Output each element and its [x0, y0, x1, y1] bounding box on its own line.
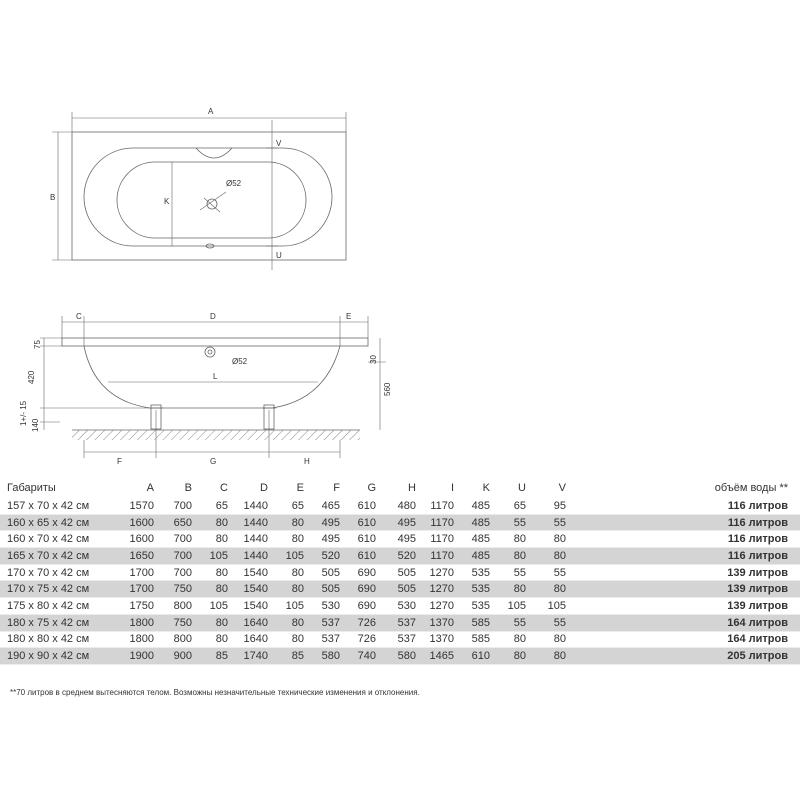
table-cell: 650: [154, 514, 192, 531]
table-cell: 1170: [430, 533, 454, 546]
column-header: E: [296, 482, 304, 494]
dim-label-e: E: [346, 312, 352, 321]
table-cell: 80: [215, 633, 228, 646]
footnote: **70 литров в среднем вытесняются телом. Возможны незначительные технические изменения и отклонения.: [10, 688, 420, 697]
table-cell: 690: [357, 599, 376, 612]
column-header: I: [450, 482, 454, 494]
table-cell: 465: [321, 499, 340, 512]
table-cell: 535: [471, 566, 490, 579]
table-cell: 105: [268, 548, 304, 565]
table-row: [0, 614, 800, 631]
table-cell: 139 литров: [566, 581, 800, 598]
table-cell: 700: [173, 533, 192, 546]
table-cell: 170 x 75 x 42 см: [0, 581, 116, 598]
table-cell: 1370: [429, 633, 454, 646]
table-cell: 116 литров: [727, 533, 788, 546]
table-cell: 1600: [129, 533, 154, 546]
table-cell: 160 x 70 x 42 см: [7, 533, 90, 546]
table-cell: 485: [471, 533, 490, 546]
side-basin-profile: [84, 346, 340, 408]
table-row: [0, 648, 800, 665]
dim-label-30: 30: [369, 355, 378, 364]
table-row: [0, 531, 800, 548]
table-cell: 537: [321, 633, 340, 646]
table-cell: 55: [490, 614, 526, 631]
table-cell: 80: [192, 614, 228, 631]
dim-label-drain: Ø52: [226, 179, 242, 188]
table-cell: 537: [304, 614, 340, 631]
table-cell: 1170: [416, 548, 454, 565]
table-cell: 1440: [243, 499, 268, 512]
dimensions-table-container: [0, 478, 800, 665]
floor-hatch: [72, 430, 360, 440]
table-cell: 530: [397, 599, 416, 612]
table-cell: 80: [513, 633, 526, 646]
table-cell: 85: [268, 648, 304, 665]
table-cell: 80: [291, 633, 304, 646]
table-cell: 105: [285, 599, 304, 612]
tub-inner-bottom: [117, 162, 306, 238]
table-cell: 80: [490, 581, 526, 598]
table-cell: 690: [340, 581, 376, 598]
dim-label-v: V: [276, 139, 282, 148]
table-cell: 80: [268, 614, 304, 631]
table-cell: 1170: [416, 514, 454, 531]
dim-label-l: L: [213, 372, 218, 381]
table-cell: 520: [304, 548, 340, 565]
table-row: [0, 498, 800, 514]
table-cell: 495: [304, 514, 340, 531]
table-cell: 65: [513, 499, 526, 512]
table-cell: 164 литров: [727, 633, 788, 646]
table-cell: 585: [454, 614, 490, 631]
table-cell: 80: [291, 533, 304, 546]
table-cell: 610: [454, 648, 490, 665]
table-cell: 485: [454, 548, 490, 565]
table-cell: 485: [471, 499, 490, 512]
table-cell: 726: [340, 614, 376, 631]
column-header: C: [220, 482, 228, 494]
table-cell: 105: [209, 599, 228, 612]
table-cell: 537: [376, 614, 416, 631]
table-cell: 80: [513, 533, 526, 546]
table-cell: 80: [268, 581, 304, 598]
table-cell: 1600: [116, 514, 154, 531]
table-cell: 116 литров: [566, 514, 800, 531]
dim-label-b: B: [50, 193, 56, 202]
dim-label-d: D: [210, 312, 216, 321]
dim-label-k: K: [164, 197, 170, 206]
column-header: F: [333, 482, 340, 494]
table-row: [0, 514, 800, 531]
table-cell: 1540: [243, 566, 268, 579]
table-row: [0, 548, 800, 565]
table-row: [0, 564, 800, 581]
table-cell: 80: [215, 533, 228, 546]
table-cell: 55: [553, 566, 566, 579]
table-cell: 495: [321, 533, 340, 546]
table-cell: 495: [376, 514, 416, 531]
table-cell: 80: [490, 548, 526, 565]
dim-label-u: U: [276, 251, 282, 260]
table-cell: 1570: [129, 499, 154, 512]
dim-label-140: 140: [31, 418, 40, 432]
table-cell: 105: [192, 548, 228, 565]
table-cell: 1170: [430, 499, 454, 512]
table-cell: 55: [490, 514, 526, 531]
column-header: D: [260, 482, 268, 494]
table-cell: 55: [526, 614, 566, 631]
overflow-outline: [196, 148, 232, 158]
table-cell: 1650: [116, 548, 154, 565]
table-cell: 190 x 90 x 42 см: [0, 648, 116, 665]
table-cell: 80: [553, 533, 566, 546]
column-header: U: [518, 482, 526, 494]
table-cell: 580: [304, 648, 340, 665]
table-cell: 1370: [416, 614, 454, 631]
table-cell: 610: [340, 548, 376, 565]
table-cell: 80: [291, 566, 304, 579]
table-cell: 1700: [116, 581, 154, 598]
table-cell: 1540: [228, 581, 268, 598]
table-cell: 175 x 80 x 42 см: [7, 599, 90, 612]
table-header-row: [0, 478, 800, 498]
dim-label-tolerance: 1+/- 15: [19, 400, 28, 426]
table-cell: 485: [454, 514, 490, 531]
column-header: H: [408, 482, 416, 494]
table-cell: 1800: [116, 614, 154, 631]
dimensions-table: [0, 478, 800, 665]
dim-label-75: 75: [33, 340, 42, 349]
table-cell: 610: [357, 533, 376, 546]
table-cell: 165 x 70 x 42 см: [0, 548, 116, 565]
table-cell: 80: [526, 581, 566, 598]
table-cell: 157 x 70 x 42 см: [7, 499, 90, 512]
table-cell: 65: [291, 499, 304, 512]
table-cell: 139 литров: [727, 599, 788, 612]
table-cell: 55: [513, 566, 526, 579]
table-cell: 740: [340, 648, 376, 665]
table-cell: 700: [173, 566, 192, 579]
dim-label-a: A: [208, 107, 214, 116]
table-cell: 116 литров: [727, 499, 788, 512]
table-cell: 495: [397, 533, 416, 546]
table-cell: 505: [397, 566, 416, 579]
table-cell: 80: [553, 633, 566, 646]
table-cell: 1800: [129, 633, 154, 646]
table-cell: 170 x 70 x 42 см: [7, 566, 90, 579]
table-cell: 105: [547, 599, 566, 612]
table-cell: 530: [321, 599, 340, 612]
table-cell: 95: [553, 499, 566, 512]
side-overflow: [205, 347, 215, 357]
column-header: V: [558, 482, 566, 494]
table-cell: 55: [526, 514, 566, 531]
tub-inner-basin: [84, 148, 332, 246]
column-header: объём воды **: [714, 482, 788, 494]
table-cell: 1700: [129, 566, 154, 579]
table-row: [0, 631, 800, 648]
dim-label-side-drain: Ø52: [232, 357, 248, 366]
table-cell: 1440: [243, 533, 268, 546]
table-cell: 80: [215, 566, 228, 579]
table-cell: 80: [490, 648, 526, 665]
table-cell: 1640: [228, 614, 268, 631]
table-cell: 85: [192, 648, 228, 665]
table-cell: 505: [376, 581, 416, 598]
side-rim: [62, 338, 368, 346]
table-cell: 1270: [429, 566, 454, 579]
table-cell: 585: [471, 633, 490, 646]
table-cell: 537: [397, 633, 416, 646]
column-header: K: [482, 482, 490, 494]
dim-label-h: H: [304, 457, 310, 466]
table-cell: 1640: [243, 633, 268, 646]
table-cell: 610: [340, 514, 376, 531]
table-row: [0, 581, 800, 598]
table-cell: 164 литров: [566, 614, 800, 631]
table-cell: 1540: [243, 599, 268, 612]
dim-label-420: 420: [27, 370, 36, 384]
table-cell: 80: [526, 648, 566, 665]
table-cell: 726: [357, 633, 376, 646]
table-cell: 160 x 65 x 42 см: [0, 514, 116, 531]
table-cell: 180 x 75 x 42 см: [0, 614, 116, 631]
table-cell: 205 литров: [566, 648, 800, 665]
dim-label-g: G: [210, 457, 217, 466]
table-cell: 1270: [416, 581, 454, 598]
column-header: G: [367, 482, 376, 494]
table-cell: 700: [154, 548, 192, 565]
table-cell: 1900: [116, 648, 154, 665]
table-cell: 105: [507, 599, 526, 612]
table-cell: 800: [173, 599, 192, 612]
table-cell: 505: [304, 581, 340, 598]
table-cell: 80: [268, 514, 304, 531]
table-cell: 750: [154, 614, 192, 631]
table-cell: 800: [173, 633, 192, 646]
table-cell: 480: [397, 499, 416, 512]
dim-label-c: C: [76, 312, 82, 321]
table-cell: 116 литров: [566, 548, 800, 565]
table-cell: 700: [173, 499, 192, 512]
table-cell: 1465: [416, 648, 454, 665]
table-row: [0, 598, 800, 615]
table-cell: 180 x 80 x 42 см: [7, 633, 90, 646]
column-header: A: [146, 482, 154, 494]
table-cell: 1440: [228, 548, 268, 565]
table-cell: 1740: [228, 648, 268, 665]
table-cell: 690: [357, 566, 376, 579]
table-cell: 535: [454, 581, 490, 598]
table-cell: 1440: [228, 514, 268, 531]
table-cell: 80: [526, 548, 566, 565]
table-cell: 610: [357, 499, 376, 512]
table-cell: 580: [376, 648, 416, 665]
table-cell: 65: [215, 499, 228, 512]
table-cell: 520: [376, 548, 416, 565]
table-cell: 505: [321, 566, 340, 579]
table-cell: 1270: [429, 599, 454, 612]
table-cell: 750: [154, 581, 192, 598]
table-cell: 900: [154, 648, 192, 665]
dim-label-f: F: [117, 457, 122, 466]
table-cell: 80: [192, 514, 228, 531]
table-cell: 139 литров: [727, 566, 788, 579]
table-cell: 535: [471, 599, 490, 612]
top-view-drawing: [52, 112, 346, 270]
column-header: B: [184, 482, 192, 494]
column-header: Габариты: [7, 482, 56, 494]
dim-label-560: 560: [383, 382, 392, 396]
table-cell: 1750: [129, 599, 154, 612]
table-cell: 80: [192, 581, 228, 598]
